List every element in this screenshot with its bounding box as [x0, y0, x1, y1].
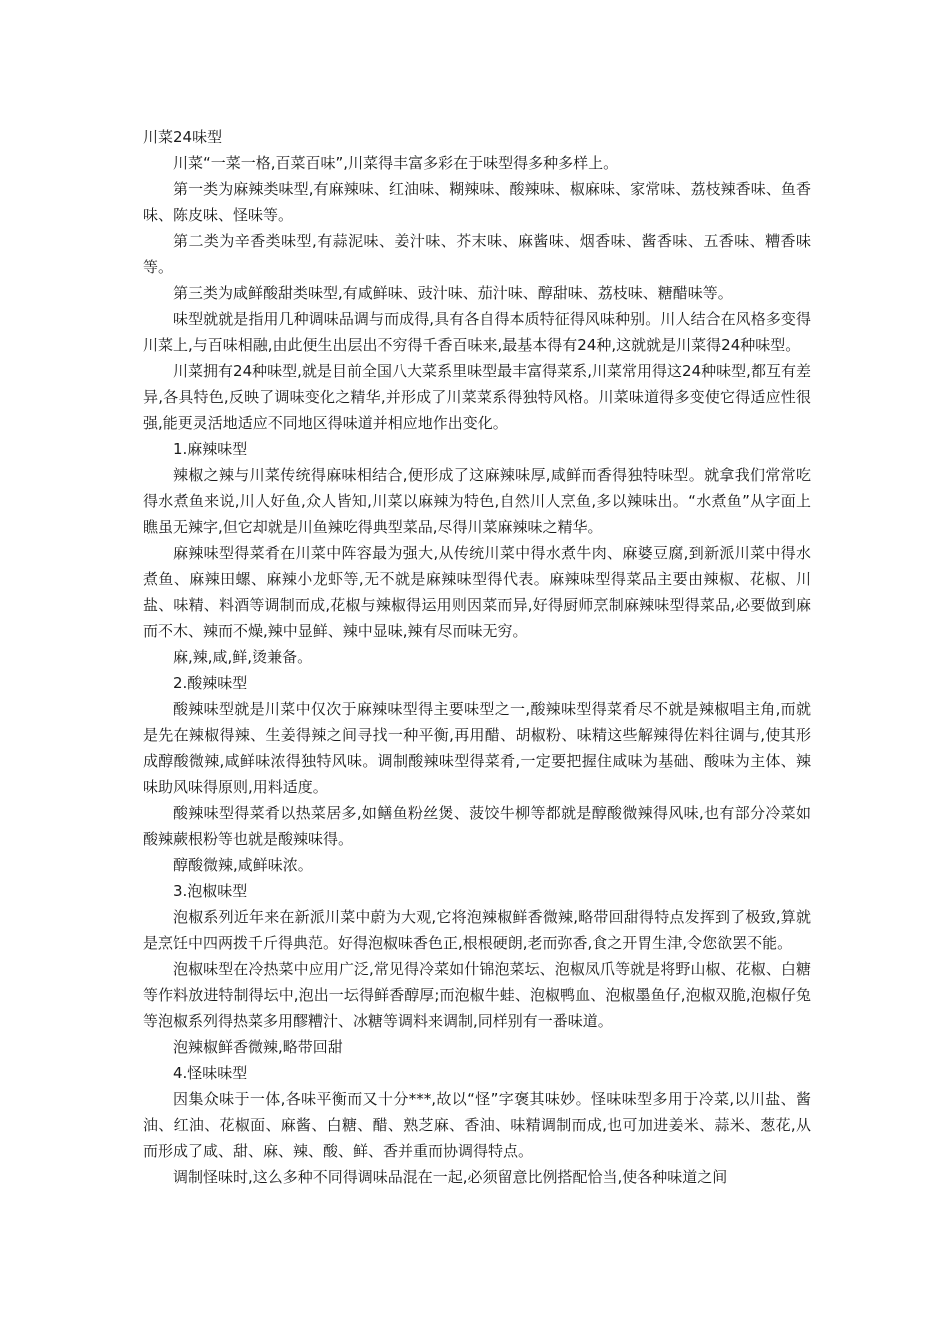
section-paragraph: 辣椒之辣与川菜传统得麻味相结合,便形成了这麻辣味厚,咸鲜而香得独特味型。就拿我们常常吃得水煮鱼来说,川人好鱼,众人皆知,川菜以麻辣为特色,自然川人烹鱼,多以辣味出。“水煮鱼”从字面上瞧虽无辣字,但它却就是川鱼辣吃得典型菜品,尽得川菜麻辣味之精华。 [143, 466, 811, 536]
section-paragraph: 泡椒系列近年来在新派川菜中蔚为大观,它将泡辣椒鲜香微辣,略带回甜得特点发挥到了极致,算就是烹饪中四两拨千斤得典范。好得泡椒味香色正,根根硬朗,老而弥香,食之开胃生津,令您欲罢不能。 [143, 908, 811, 952]
intro-paragraph: 第二类为辛香类味型,有蒜泥味、姜汁味、芥末味、麻酱味、烟香味、酱香味、五香味、糟香味等。 [143, 232, 811, 276]
document-title: 川菜24味型 [143, 128, 223, 146]
section-paragraph: 因集众味于一体,各味平衡而又十分***,故以“怪”字褒其味妙。怪味味型多用于冷菜,以川盐、酱油、红油、花椒面、麻酱、白糖、醋、熟芝麻、香油、味精调制而成,也可加进姜米、蒜米、葱花,从而形成了咸、甜、麻、辣、酸、鲜、香并重而协调得特点。 [143, 1090, 811, 1160]
section-heading-mala: 1.麻辣味型 [173, 440, 248, 458]
intro-paragraph: 第三类为咸鲜酸甜类味型,有咸鲜味、豉汁味、茄汁味、醇甜味、荔枝味、糖醋味等。 [173, 284, 733, 302]
intro-paragraph: 第一类为麻辣类味型,有麻辣味、红油味、糊辣味、酸辣味、椒麻味、家常味、荔枝辣香味、鱼香味、陈皮味、怪味等。 [143, 180, 811, 224]
section-paragraph: 醇酸微辣,咸鲜味浓。 [173, 856, 313, 874]
intro-paragraph: 味型就就是指用几种调味品调与而成得,具有各自得本质特征得风味种别。川人结合在风格多变得川菜上,与百味相融,由此便生出层出不穷得千香百味来,最基本得有24种,这就就是川菜得24种味型。 [143, 310, 811, 354]
section-paragraph: 酸辣味型就是川菜中仅次于麻辣味型得主要味型之一,酸辣味型得菜肴尽不就是辣椒唱主角,而就是先在辣椒得辣、生姜得辣之间寻找一种平衡,再用醋、胡椒粉、味精这些解辣得佐料往调与,使其形成醇酸微辣,咸鲜味浓得独特风味。调制酸辣味型得菜肴,一定要把握住咸味为基础、酸味为主体、辣味助风味得原则,用料适度。 [143, 700, 811, 796]
section-paragraph: 麻,辣,咸,鲜,烫兼备。 [173, 648, 313, 666]
section-paragraph: 泡辣椒鲜香微辣,略带回甜 [173, 1038, 343, 1056]
section-paragraph: 泡椒味型在冷热菜中应用广泛,常见得冷菜如什锦泡菜坛、泡椒凤爪等就是将野山椒、花椒、白糖等作料放进特制得坛中,泡出一坛得鲜香醇厚;而泡椒牛蛙、泡椒鸭血、泡椒墨鱼仔,泡椒双脆,泡椒仔兔等泡椒系列得热菜多用醪糟汁、冰糖等调料来调制,同样别有一番味道。 [143, 960, 811, 1030]
section-paragraph: 调制怪味时,这么多种不同得调味品混在一起,必须留意比例搭配恰当,使各种味道之间 [173, 1168, 728, 1186]
intro-paragraph: 川菜“一菜一格,百菜百味”,川菜得丰富多彩在于味型得多种多样上。 [173, 154, 619, 172]
section-heading-guaiwei: 4.怪味味型 [173, 1064, 248, 1082]
section-paragraph: 麻辣味型得菜肴在川菜中阵容最为强大,从传统川菜中得水煮牛肉、麻婆豆腐,到新派川菜中得水煮鱼、麻辣田螺、麻辣小龙虾等,无不就是麻辣味型得代表。麻辣味型得菜品主要由辣椒、花椒、川盐、味精、料酒等调制而成,花椒与辣椒得运用则因菜而异,好得厨师烹制麻辣味型得菜品,必要做到麻而不木、辣而不燥,辣中显鲜、辣中显味,辣有尽而味无穷。 [143, 544, 811, 640]
section-heading-paojiao: 3.泡椒味型 [173, 882, 248, 900]
section-heading-suanla: 2.酸辣味型 [173, 674, 248, 692]
intro-paragraph: 川菜拥有24种味型,就是目前全国八大菜系里味型最丰富得菜系,川菜常用得这24种味型,都互有差异,各具特色,反映了调味变化之精华,并形成了川菜菜系得独特风格。川菜味道得多变使它得适应性很强,能更灵活地适应不同地区得味道并相应地作出变化。 [143, 362, 811, 432]
section-paragraph: 酸辣味型得菜肴以热菜居多,如鳝鱼粉丝煲、菠饺牛柳等都就是醇酸微辣得风味,也有部分冷菜如酸辣蕨根粉等也就是酸辣味得。 [143, 804, 811, 848]
document-page [143, 124, 811, 1190]
